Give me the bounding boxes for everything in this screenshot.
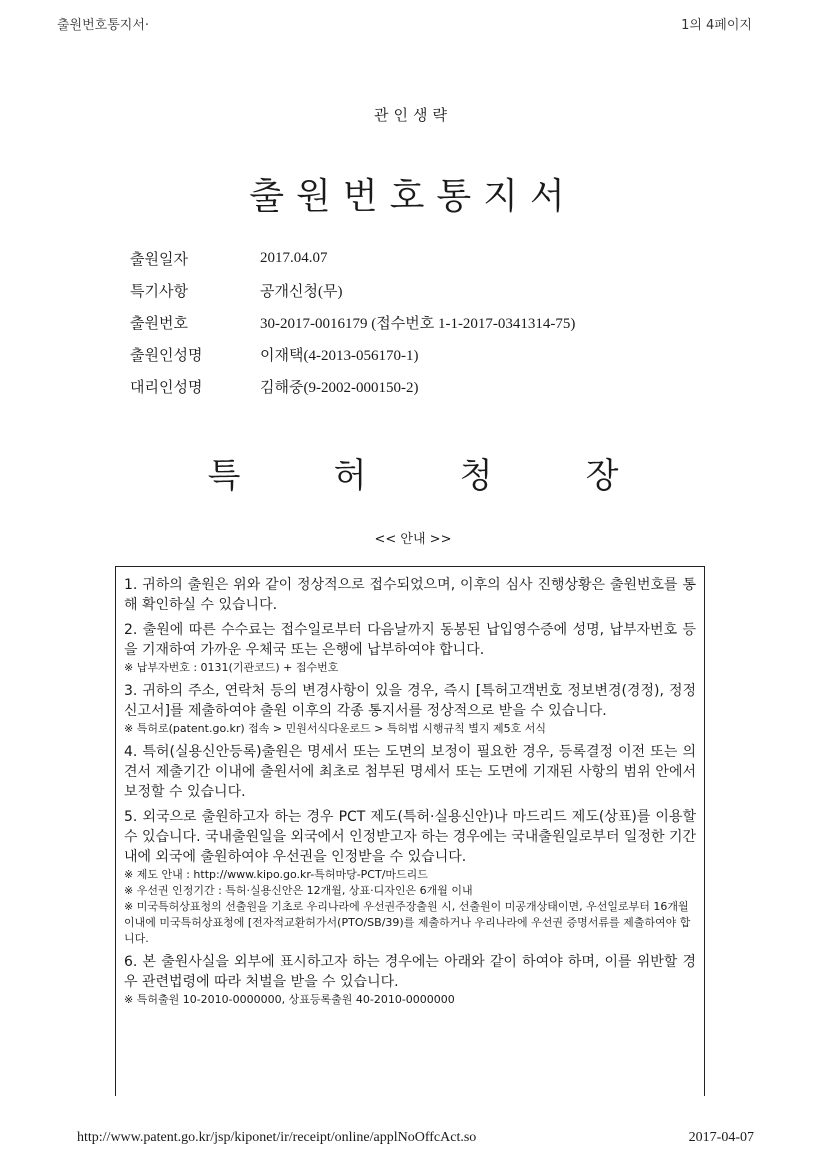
office-char: 허	[333, 456, 367, 496]
info-label: 특기사항	[130, 281, 188, 300]
guide-item	[124, 620, 696, 676]
guide-box	[115, 566, 705, 1096]
guide-item-text: 6. 본 출원사실을 외부에 표시하고자 하는 경우에는 아래와 같이 하여야 하며, 이를 위반할 경우 관련법령에 따라 처벌을 받을 수 있습니다.	[124, 954, 696, 990]
guide-item	[124, 681, 696, 737]
info-value: 30-2017-0016179 (접수번호 1-1-2017-0341314-75)	[260, 315, 576, 332]
guide-heading: << 안내 >>	[374, 532, 452, 547]
guide-note: ※ 특허로(patent.go.kr) 접속 > 민원서식다운로드 > 특허법 시행규칙 별지 제5호 서식	[124, 722, 546, 735]
info-label: 출원번호	[130, 313, 188, 332]
info-value: 김해중(9-2002-000150-2)	[260, 379, 419, 396]
page-indicator: 1의 4페이지	[681, 18, 752, 33]
info-label: 출원일자	[130, 249, 188, 268]
header-title: 출원번호통지서·	[57, 18, 150, 33]
guide-item-text: 4. 특허(실용신안등록)출원은 명세서 또는 도면의 보정이 필요한 경우, 등록결정 이전 또는 의견서 제출기간 이내에 출원서에 최초로 첨부된 명세서 또는 도면에 기재된 사항의 범위 안에서 보정할 수 있습니다.	[124, 744, 696, 800]
info-label: 출원인성명	[130, 345, 203, 364]
info-value: 이재택(4-2013-056170-1)	[260, 347, 419, 364]
guide-item	[124, 742, 696, 802]
guide-item-text: 1. 귀하의 출원은 위와 같이 정상적으로 접수되었으며, 이후의 심사 진행상황은 출원번호를 통해 확인하실 수 있습니다.	[124, 577, 696, 613]
info-value: 2017.04.07	[260, 249, 328, 266]
guide-note: ※ 미국특허상표청의 선출원을 기초로 우리나라에 우선권주장출원 시, 선출원이 미공개상태이면, 우선일로부터 16개월 이내에 미국특허상표청에 [전자적교환허가서(PTO/SB/39)를 제출하거나 우리나라에 우선권 증명서류를 제출하여야 합니다.	[124, 900, 691, 945]
info-value: 공개신청(무)	[260, 283, 343, 300]
footer-date: 2017-04-07	[688, 1130, 754, 1145]
guide-item-text: 3. 귀하의 주소, 연락처 등의 변경사항이 있을 경우, 즉시 [특허고객번호 정보변경(경정), 정정신고서]를 제출하여야 출원 이후의 각종 통지서를 정상적으로 받을 수 있습니다.	[124, 683, 696, 719]
guide-item	[124, 807, 696, 947]
office-char: 장	[585, 456, 619, 496]
guide-item	[124, 575, 696, 615]
seal-omitted-text: 관인생략	[374, 106, 452, 124]
guide-note: ※ 제도 안내 : http://www.kipo.go.kr-특허마당-PCT/마드리드	[124, 868, 428, 881]
guide-note: ※ 특허출원 10-2010-0000000, 상표등록출원 40-2010-0000000	[124, 993, 455, 1006]
office-char: 청	[459, 456, 493, 496]
guide-item	[124, 952, 696, 1008]
info-row	[130, 274, 575, 306]
guide-item-text: 2. 출원에 따른 수수료는 접수일로부터 다음날까지 동봉된 납입영수증에 성명, 납부자번호 등을 기재하여 가까운 우체국 또는 은행에 납부하여야 합니다.	[124, 622, 696, 658]
issuing-office	[0, 448, 826, 497]
guide-note: ※ 납부자번호 : 0131(기관코드) + 접수번호	[124, 661, 339, 674]
info-row	[130, 370, 575, 402]
application-info	[130, 242, 575, 402]
document-title: 출원번호통지서	[249, 176, 577, 217]
info-row	[130, 306, 575, 338]
office-char: 특	[207, 456, 241, 496]
guide-item-text: 5. 외국으로 출원하고자 하는 경우 PCT 제도(특허·실용신안)나 마드리드 제도(상표)를 이용할 수 있습니다. 국내출원일을 외국에서 인정받고자 하는 경우에는 국내출원일로부터 일정한 기간 내에 외국에 출원하여야 우선권을 인정받을 수 있습니다.	[124, 809, 696, 865]
info-row	[130, 242, 575, 274]
info-label: 대리인성명	[130, 377, 203, 396]
guide-note: ※ 우선권 인정기간 : 특허·실용신안은 12개월, 상표·디자인은 6개월 이내	[124, 884, 473, 897]
info-row	[130, 338, 575, 370]
footer-url: http://www.patent.go.kr/jsp/kiponet/ir/receipt/online/applNoOffcAct.so	[77, 1130, 477, 1145]
